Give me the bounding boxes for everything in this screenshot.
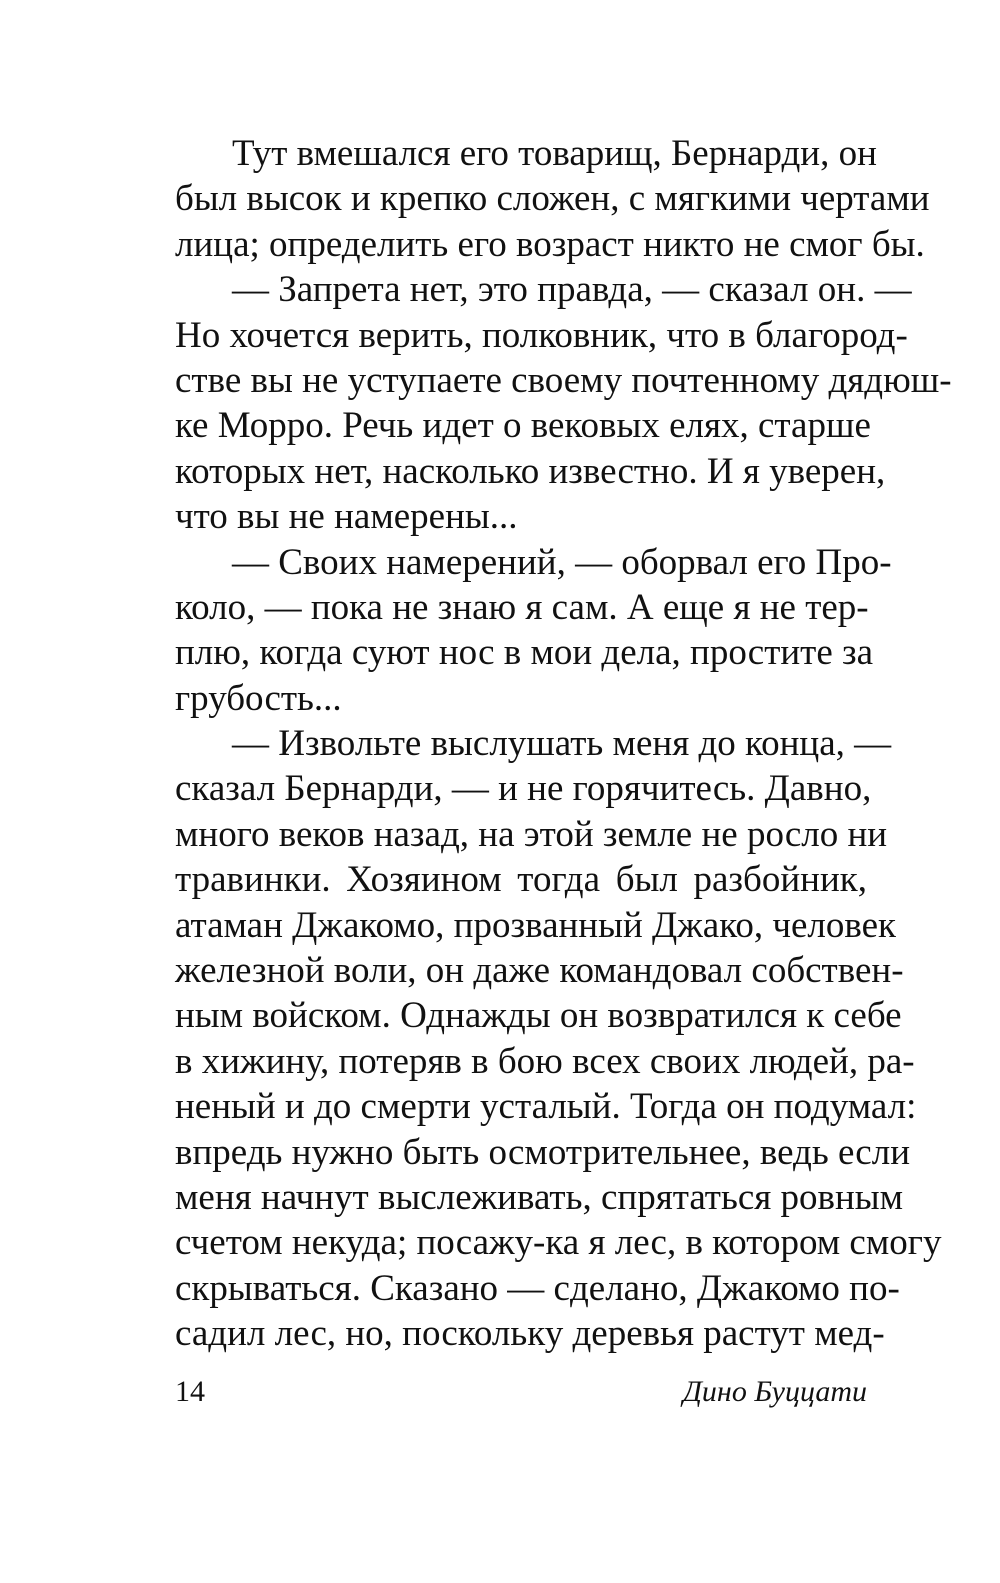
text-line: много веков назад, на этой земле не росло ни	[175, 813, 888, 855]
text-line: — Извольте выслушать меня до конца, —	[232, 723, 892, 765]
text-line: которых нет, насколько известно. И я уверен,	[175, 450, 886, 492]
text-line: плю, когда суют нос в мои дела, простите за	[175, 632, 874, 674]
text-line: коло, — пока не знаю я сам. А еще я не тер-	[175, 586, 869, 628]
text-line: садил лес, но, поскольку деревья растут мед-	[175, 1313, 885, 1355]
text-line: скрываться. Сказано — сделано, Джакомо по-	[175, 1267, 900, 1309]
text-line: лица; определить его возраст никто не смог бы.	[175, 223, 925, 265]
text-line: ным войском. Однажды он возвратился к себе	[175, 995, 902, 1037]
text-line: что вы не намерены...	[175, 496, 518, 538]
text-line: меня начнут выслеживать, спрятаться ровным	[175, 1176, 904, 1218]
text-line: сказал Бернарди, — и не горячитесь. Давно,	[175, 768, 872, 810]
text-line: железной воли, он даже командовал собствен-	[175, 950, 904, 992]
text-line: Но хочется верить, полковник, что в благород-	[175, 314, 908, 356]
text-line: травинки. Хозяином тогда был разбойник,	[175, 859, 867, 901]
text-line: стве вы не уступаете своему почтенному дядюш-	[175, 359, 952, 401]
text-line: ке Морро. Речь идет о вековых елях, старше	[175, 405, 871, 447]
running-author: Дино Буццати	[682, 1375, 867, 1408]
text-line: атаман Джакомо, прозванный Джако, человек	[175, 904, 896, 946]
body-text	[175, 131, 952, 1357]
text-line: — Своих намерений, — оборвал его Про-	[232, 541, 892, 583]
page-footer	[175, 1370, 867, 1414]
text-line: неный и до смерти усталый. Тогда он подумал:	[175, 1086, 917, 1128]
text-line: счетом некуда; посажу-ка я лес, в котором смогу	[175, 1222, 942, 1264]
text-line: был высок и крепко сложен, с мягкими чертами	[175, 178, 930, 220]
text-line: грубость...	[175, 677, 342, 719]
text-line: Тут вмешался его товарищ, Бернарди, он	[232, 133, 877, 174]
text-line: — Запрета нет, это правда, — сказал он. —	[232, 269, 912, 311]
page-number: 14	[175, 1375, 205, 1408]
text-line: в хижину, потеряв в бою всех своих людей, ра-	[175, 1040, 915, 1082]
text-line: впредь нужно быть осмотрительнее, ведь если	[175, 1131, 910, 1173]
